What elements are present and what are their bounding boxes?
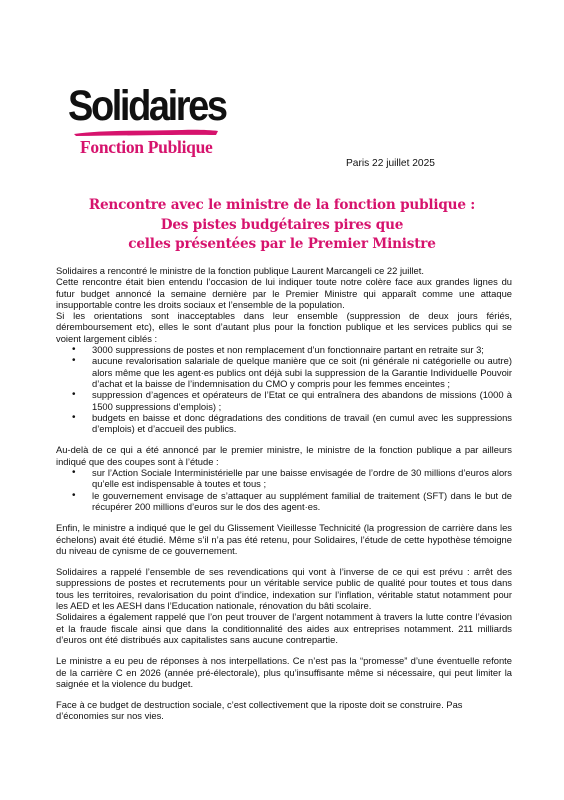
list-item: • budgets en baisse et donc dégradations des conditions de travail (en cumul avec les suppressions d’emplois) et d’accueil des publics. [56, 412, 512, 435]
logo-sub-text: Fonction Publique [80, 137, 213, 157]
list-item: • sur l’Action Sociale Interministérielle par une baisse envisagée de l’ordre de 30 millions d’euros alors qu’elle est indispensable à toutes et tous ; [56, 467, 512, 490]
gvt-paragraph: Enfin, le ministre a indiqué que le gel du Glissement Vieillesse Technicité (la progression de carrière dans les échelons) avait été étudié. Même s’il n’a pas été retenu, pour Solidaires, l’étude de cette hypothèse témoigne du niveau de cynisme de ce gouvernement. [56, 522, 512, 556]
conclusion-paragraph: Face à ce budget de destruction sociale, c’est collectivement que la riposte doit se construire. Pas d’économies sur nos vies. [56, 699, 463, 722]
logo-main-text: Solidaires [68, 82, 226, 130]
cuts-list [56, 467, 512, 512]
intro-line-1: Solidaires a rencontré le ministre de la fonction publique Laurent Marcangeli ce 22 juillet. [56, 265, 424, 276]
list-item: • 3000 suppressions de postes et non remplacement d’un fonctionnaire partant en retraite sur 3; [56, 344, 512, 355]
document-date: Paris 22 juillet 2025 [346, 158, 435, 169]
demands-paragraph: Solidaires a rappelé l’ensemble de ses revendications qui vont à l’inverse de ce qui est prévu : arrêt des suppressions de postes et recrutements pour un véritable service public de qualité pour toutes et tous dans tous les territoires, revalorisation du point d’indice, indexation sur l’inflation, véritable statut notamment pour les AED et les AESH dans l’Education nationale, rénovation du bâti scolaire. [56, 566, 512, 612]
solidaires-logo [68, 84, 238, 160]
logo-brush-stroke [72, 128, 220, 137]
title-line-2: Des pistes budgétaires pires que [160, 216, 404, 233]
intro-paragraph-3: Si les orientations sont inacceptables dans leur ensemble (suppression de deux jours fériés, déremboursement etc), elles le sont d’autant plus pour la fonction publique et les services publics qui se voient largement ciblés : [56, 310, 512, 344]
demands-paragraph-2: Solidaires a également rappelé que l’on peut trouver de l’argent notamment à travers la lutte contre l’évasion et la fraude fiscale ainsi que dans la conditionnalité des aides aux entreprises notamment. 211 milliards d’euros ont été distribués aux capitalistes sans aucune contrepartie. [56, 611, 512, 645]
list-item: • le gouvernement envisage de s’attaquer au supplément familial de traitement (SFT) dans le but de récupérer 200 millions d’euros sur le dos des agent·es. [56, 490, 512, 513]
list-item: • suppression d’agences et opérateurs de l’Etat ce qui entraînera des abandons de missions (1000 à 1500 suppressions d’emplois) ; [56, 389, 512, 412]
targets-list [56, 344, 512, 434]
cuts-intro-paragraph: Au-delà de ce qui a été annoncé par le premier ministre, le ministre de la fonction publique a par ailleurs indiqué que des coupes sont à l’étude : [56, 444, 512, 467]
list-item: • aucune revalorisation salariale de quelque manière que ce soit (ni générale ni catégorielle ou autre) alors même que les agent·es publics ont déjà subi la suppression de la Garantie Individuelle Pouvoir d’achat et la baisse de l’indemnisation du CMO y compris pour les femmes enceintes ; [56, 355, 512, 389]
document-body [56, 265, 512, 722]
title-line-1: Rencontre avec le ministre de la fonction publique : [88, 197, 476, 213]
responses-paragraph: Le ministre a eu peu de réponses à nos interpellations. Ce n’est pas la “promesse” d’une éventuelle refonte de la carrière C en 2026 (année pré-électorale), plus qu’insuffisante même si nécessaire, qui peut limiter la saignée et la violence du budget. [56, 655, 512, 689]
document-title [40, 196, 524, 255]
intro-paragraph-2: Cette rencontre était bien entendu l’occasion de lui indiquer toute notre colère face aux grandes lignes du futur budget annoncé la semaine dernière par le Premier Ministre qui apparaît comme une attaque insupportable contre les droits sociaux et l’ensemble de la population. [56, 276, 512, 310]
title-line-3: celles présentées par le Premier Ministre [128, 236, 436, 252]
